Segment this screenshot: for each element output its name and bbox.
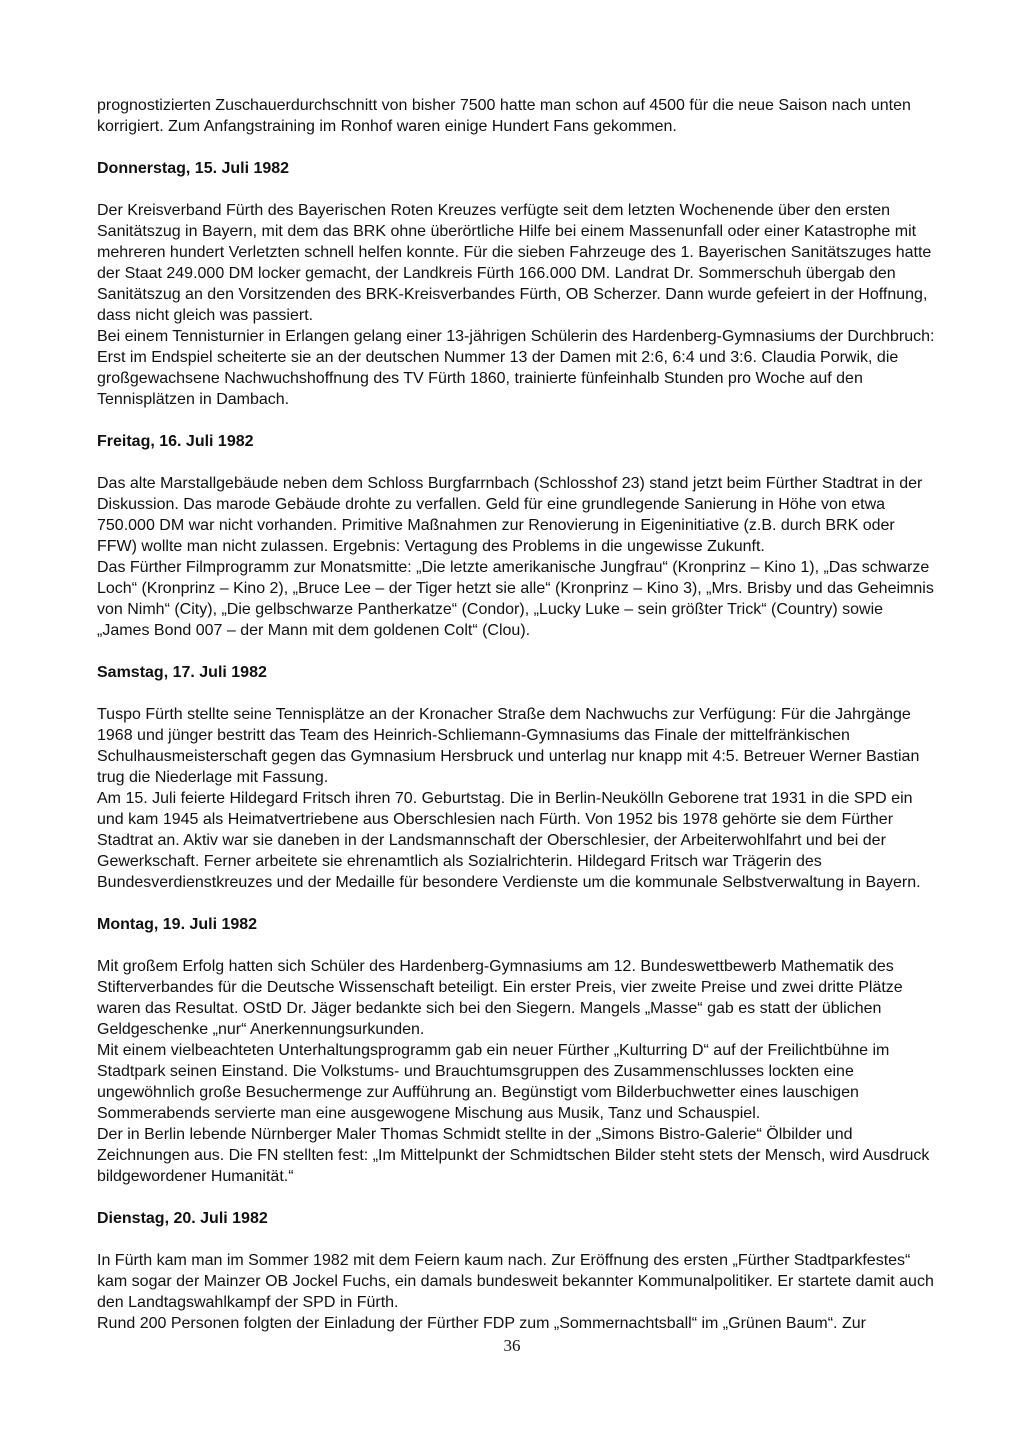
section-montag-19-juli <box>97 914 935 1187</box>
section-heading: Montag, 19. Juli 1982 <box>97 916 258 933</box>
section-donnerstag-15-juli <box>97 158 935 410</box>
body-paragraph: Das Fürther Filmprogramm zur Monatsmitte: „Die letzte amerikanische Jungfrau“ (Kronprinz – Kino 1), „Das schwarze Loch“ (Kronprinz – Kino 2), „Bruce Lee – der Tiger hetzt sie alle“ (Kronprinz – Kino 3), „Mrs. Brisby und das Geheimnis von Nimh“ (City), „Die gelbschwarze Pantherkatze“ (Condor), „Lucky Luke – sein größter Trick“ (Country) sowie „James Bond 007 – der Mann mit dem goldenen Colt“ (Clou). <box>97 559 934 639</box>
section-freitag-16-juli <box>97 431 935 641</box>
body-paragraph: Der in Berlin lebende Nürnberger Maler Thomas Schmidt stellte in der „Simons Bistro-Galerie“ Ölbilder und Zeichnungen aus. Die FN stellten fest: „Im Mittelpunkt der Schmidtschen Bilder steht stets der Mensch, wird Ausdruck bildgewordener Humanität.“ <box>97 1126 930 1185</box>
section-heading: Dienstag, 20. Juli 1982 <box>97 1210 268 1227</box>
body-paragraph: Mit großem Erfolg hatten sich Schüler des Hardenberg-Gymnasiums am 12. Bundeswettbewerb Mathematik des Stifterverbandes für die Deutsche Wissenschaft beteiligt. Ein erster Preis, vier zweite Preise und zwei dritte Plätze waren das Resultat. OStD Dr. Jäger bedankte sich bei den Siegern. Mangels „Masse“ gab es statt der üblichen Geldgeschenke „nur“ Anerkennungsurkunden. <box>97 958 903 1038</box>
section-heading: Freitag, 16. Juli 1982 <box>97 433 254 450</box>
body-paragraph: Am 15. Juli feierte Hildegard Fritsch ihren 70. Geburtstag. Die in Berlin-Neukölln Geborene trat 1931 in die SPD ein und kam 1945 als Heimatvertriebene aus Oberschlesien nach Fürth. Von 1952 bis 1978 gehörte sie dem Fürther Stadtrat an. Aktiv war sie daneben in der Landsmannschaft der Oberschlesier, der Arbeiterwohlfahrt und bei der Gewerkschaft. Ferner arbeitete sie ehrenamtlich als Sozialrichterin. Hildegard Fritsch war Trägerin des Bundesverdienstkreuzes und der Medaille für besondere Verdienste um die kommunale Selbstverwaltung in Bayern. <box>97 790 921 891</box>
section-samstag-17-juli <box>97 662 935 893</box>
body-paragraph: Der Kreisverband Fürth des Bayerischen Roten Kreuzes verfügte seit dem letzten Wochenende über den ersten Sanitätszug in Bayern, mit dem das BRK ohne überörtliche Hilfe bei einem Massenunfall oder einer Katastrophe mit mehreren hundert Verletzten schnell helfen konnte. Für die sieben Fahrzeuge des 1. Bayerischen Sanitätszuges hatte der Staat 249.000 DM locker gemacht, der Landkreis Fürth 166.000 DM. Landrat Dr. Sommerschuh übergab den Sanitätszug an den Vorsitzenden des BRK-Kreisverbandes Fürth, OB Scherzer. Dann wurde gefeiert in der Hoffnung, dass nicht gleich was passiert. <box>97 202 932 324</box>
body-paragraph: Mit einem vielbeachteten Unterhaltungsprogramm gab ein neuer Fürther „Kulturring D“ auf der Freilichtbühne im Stadtpark seinen Einstand. Die Volkstums- und Brauchtumsgruppen des Zusammenschlusses lockten eine ungewöhnlich große Besuchermenge zur Aufführung an. Begünstigt vom Bilderbuchwetter eines lauschigen Sommerabends servierte man eine ausgewogene Mischung aus Musik, Tanz und Schauspiel. <box>97 1042 890 1122</box>
section-heading: Samstag, 17. Juli 1982 <box>97 664 267 681</box>
section-heading: Donnerstag, 15. Juli 1982 <box>97 160 290 177</box>
document-page <box>97 95 935 1334</box>
body-paragraph: In Fürth kam man im Sommer 1982 mit dem Feiern kaum nach. Zur Eröffnung des ersten „Fürther Stadtparkfestes“ kam sogar der Mainzer OB Jockel Fuchs, ein damals bundesweit bekannter Kommunalpolitiker. Er startete damit auch den Landtagswahlkampf der SPD in Fürth. <box>97 1252 934 1311</box>
section-dienstag-20-juli <box>97 1208 935 1334</box>
body-paragraph: Rund 200 Personen folgten der Einladung der Fürther FDP zum „Sommernachtsball“ im „Grünen Baum“. Zur <box>97 1315 866 1332</box>
intro-paragraph: prognostizierten Zuschauerdurchschnitt von bisher 7500 hatte man schon auf 4500 für die neue Saison nach unten korrigiert. Zum Anfangstraining im Ronhof waren einige Hundert Fans gekommen. <box>97 97 911 135</box>
body-paragraph: Bei einem Tennisturnier in Erlangen gelang einer 13-jährigen Schülerin des Hardenberg-Gymnasiums der Durchbruch: Erst im Endspiel scheiterte sie an der deutschen Nummer 13 der Damen mit 2:6, 6:4 und 3:6. Claudia Porwik, die großgewachsene Nachwuchshoffnung des TV Fürth 1860, trainierte fünfeinhalb Stunden pro Woche auf den Tennisplätzen in Dambach. <box>97 328 935 408</box>
body-paragraph: Tuspo Fürth stellte seine Tennisplätze an der Kronacher Straße dem Nachwuchs zur Verfügung: Für die Jahrgänge 1968 und jünger bestritt das Team des Heinrich-Schliemann-Gymnasiums das Finale der mittelfränkischen Schulhausmeisterschaft gegen das Gymnasium Hersbruck und unterlag nur knapp mit 4:5. Betreuer Werner Bastian trug die Niederlage mit Fassung. <box>97 706 920 786</box>
body-paragraph: Das alte Marstallgebäude neben dem Schloss Burgfarrnbach (Schlosshof 23) stand jetzt beim Fürther Stadtrat in der Diskussion. Das marode Gebäude drohte zu verfallen. Geld für eine grundlegende Sanierung in Höhe von etwa 750.000 DM war nicht vorhanden. Primitive Maßnahmen zur Renovierung in Eigeninitiative (z.B. durch BRK oder FFW) wollte man nicht zulassen. Ergebnis: Vertagung des Problems in die ungewisse Zukunft. <box>97 475 923 555</box>
page-number: 36 <box>503 1336 521 1355</box>
